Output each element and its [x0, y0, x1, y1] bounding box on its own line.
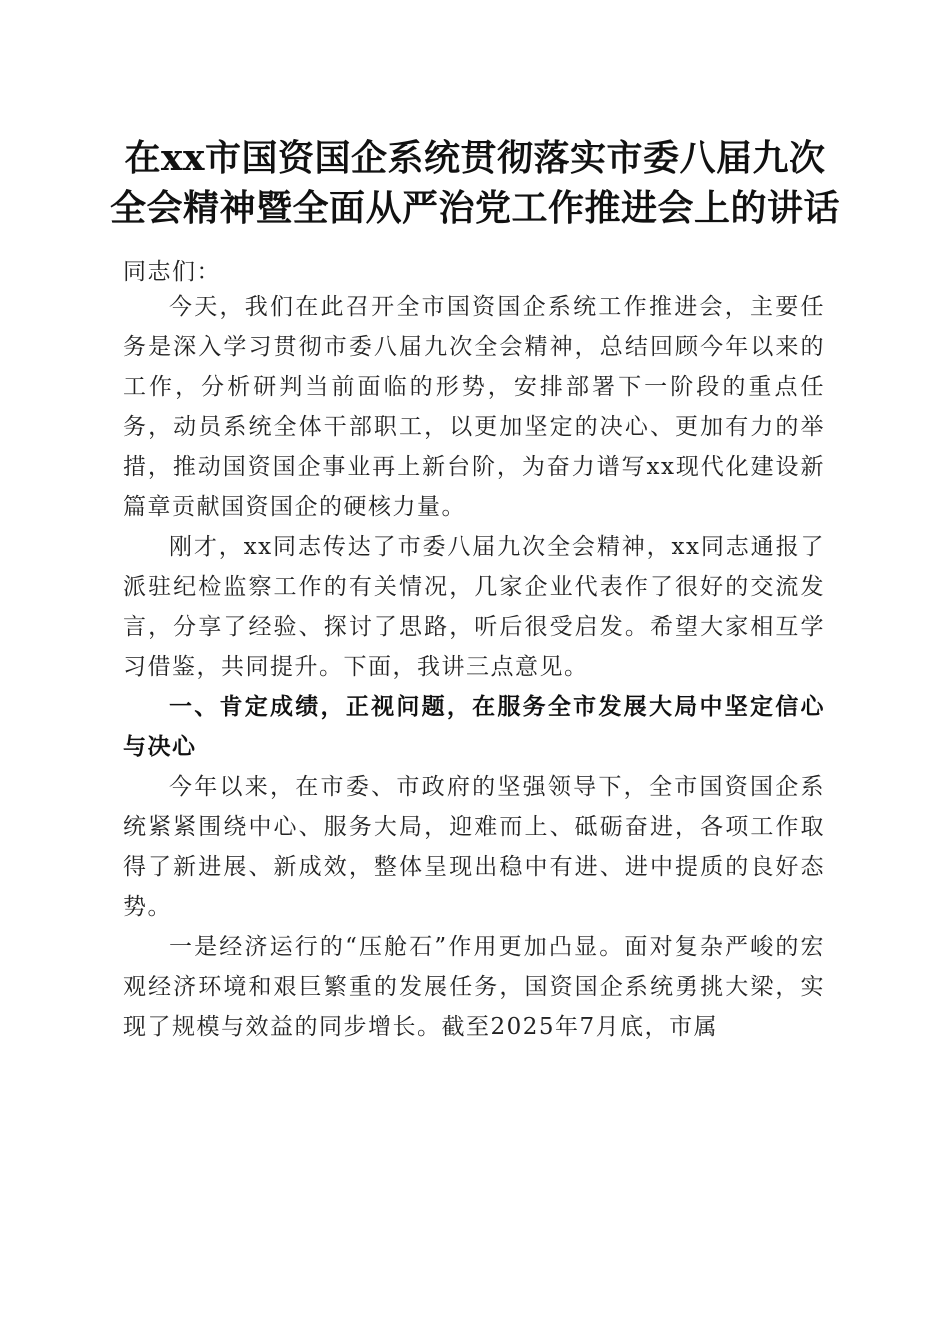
greeting: 同志们： — [123, 259, 221, 285]
document-title — [100, 133, 850, 233]
point-1-lead: 一是经济运行的“压舱石”作用更加凸显。 — [169, 934, 625, 960]
point-1-text: 面对复杂严峻的宏观经济环境和艰巨繁重的发展任务，国资国企系统勇挑大梁，实现了规模与效益的同步增长。截至2025年7月底，市属 — [123, 934, 825, 1040]
paragraph-reports: 刚才，xx同志传达了市委八届九次全会精神，xx同志通报了派驻纪检监察工作的有关情况，几家企业代表作了很好的交流发言，分享了经验、探讨了思路，听后很受启发。希望大家相互学习借鉴，共同提升。下面，我讲三点意见。 — [123, 534, 825, 680]
document-body — [123, 252, 825, 1047]
title-line-2: 全会精神暨全面从严治党工作推进会上的讲话 — [109, 187, 840, 229]
paragraph-point-1 — [123, 927, 825, 1047]
paragraph-section-1: 今年以来，在市委、市政府的坚强领导下，全市国资国企系统紧紧围绕中心、服务大局，迎难而上、砥砺奋进，各项工作取得了新进展、新成效，整体呈现出稳中有进、进中提质的良好态势。 — [123, 774, 825, 920]
title-line-1: 在xx市国资国企系统贯彻落实市委八届九次 — [124, 137, 826, 179]
paragraph-opening: 今天，我们在此召开全市国资国企系统工作推进会，主要任务是深入学习贯彻市委八届九次全会精神，总结回顾今年以来的工作，分析研判当前面临的形势，安排部署下一阶段的重点任务，动员系统全体干部职工，以更加坚定的决心、更加有力的举措，推动国资国企事业再上新台阶，为奋力谱写xx现代化建设新篇章贡献国资国企的硬核力量。 — [123, 294, 825, 520]
section-heading-1: 一、肯定成绩，正视问题，在服务全市发展大局中坚定信心与决心 — [123, 694, 825, 760]
